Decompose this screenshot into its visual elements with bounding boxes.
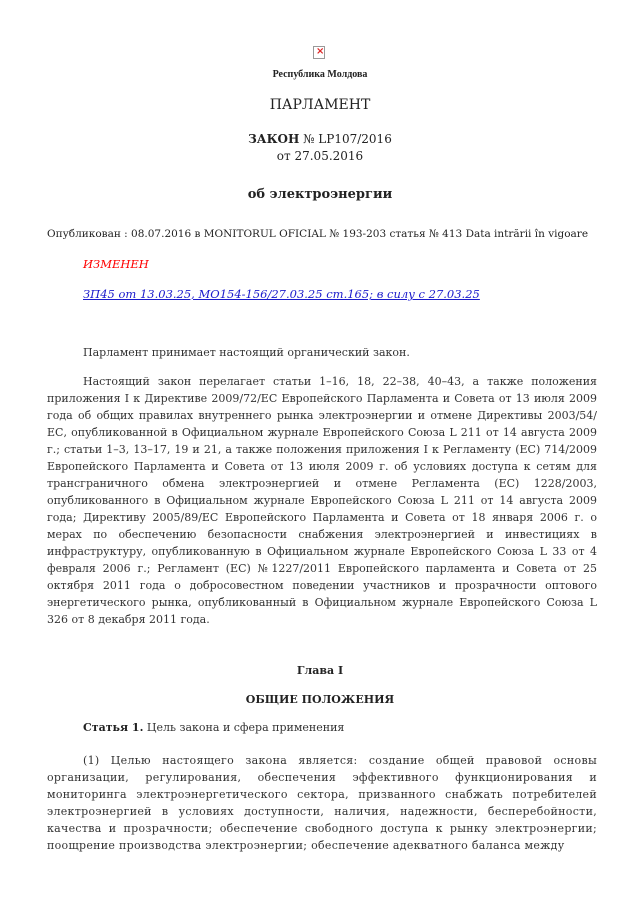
law-header: [0, 131, 640, 165]
paragraph-transposition: Настоящий закон перелагает статьи 1–16, 18, 22–38, 40–43, а также положения приложения I к Директиве 2009/72/ЕС Европейского Парламента и Совета от 13 июля 2009 года об общих правилах внутреннего рынка электроэнергии и отмене Директивы 2003/54/ЕС, опубликованной в Официальном журнале Европейского Союза L 211 от 14 августа 2009 г.; статьи 1–3, 13–17, 19 и 21, а также положения приложения I к Регламенту (ЕС) 714/2009 Европейского Парламента и Совета от 13 июля 2009 г. об условиях доступа к сетям для трансграничного обмена электроэнергией и отмене Регламента (ЕС) 1228/2003, опубликованного в Официальном журнале Европейского Союза L 211 от 14 августа 2009 года; Директиву 2005/89/ЕС Европейского Парламента и Совета от 18 января 2006 г. о мерах по обеспечению безопасности снабжения электроэнергией и инвестициях в инфраструктуру, опубликованную в Официальном журнале Европейского Союза L 33 от 4 февраля 2006 г.; Регламент (ЕС) №1227/2011 Европейского парламента и Совета от 25 октября 2011 года о добросовестном поведении участников и прозрачности оптового энергетического рынка, опубликованный в Официальном журнале Европейского Союза L 326 от 8 декабря 2011 года.: [47, 375, 597, 626]
article-title: Цель закона и сфера применения: [146, 721, 345, 734]
publication-info: Опубликован : 08.07.2016 в MONITORUL OFICIAL № 193-203 статья № 413 Data intrării în vigoare: [47, 228, 589, 240]
law-title: об электроэнергии: [247, 187, 393, 202]
amendment-status: ИЗМЕНЕН: [83, 257, 149, 271]
broken-image-icon: ×: [313, 46, 325, 59]
paragraph-intro: Парламент принимает настоящий органический закон.: [83, 346, 410, 359]
chapter-heading: Глава I: [296, 664, 344, 677]
article-label: Статья 1.: [83, 721, 144, 734]
law-number: № LP107/2016: [303, 132, 392, 146]
article-heading: [83, 721, 344, 734]
law-date: от 27.05.2016: [276, 149, 364, 163]
amendment-link[interactable]: ЗП45 от 13.03.25, MO154-156/27.03.25 ст.165; в силу с 27.03.25: [83, 287, 480, 301]
law-label: ЗАКОН: [248, 132, 300, 146]
republic-name: Республика Молдова: [272, 69, 368, 80]
institution-name: ПАРЛАМЕНТ: [269, 97, 371, 113]
chapter-title: ОБЩИЕ ПОЛОЖЕНИЯ: [245, 693, 395, 706]
article-paragraph: (1) Целью настоящего закона является: создание общей правовой основы организации, регулирования, обеспечения эффективного функционирования и мониторинга электроэнергетического сектора, призванного снабжать потребителей электроэнергией в условиях доступности, наличия, надежности, бесперебойности, качества и прозрачности; обеспечение свободного доступа к рынку электроэнергии; поощрение производства электроэнергии; обеспечение адекватного баланса между: [47, 754, 597, 852]
